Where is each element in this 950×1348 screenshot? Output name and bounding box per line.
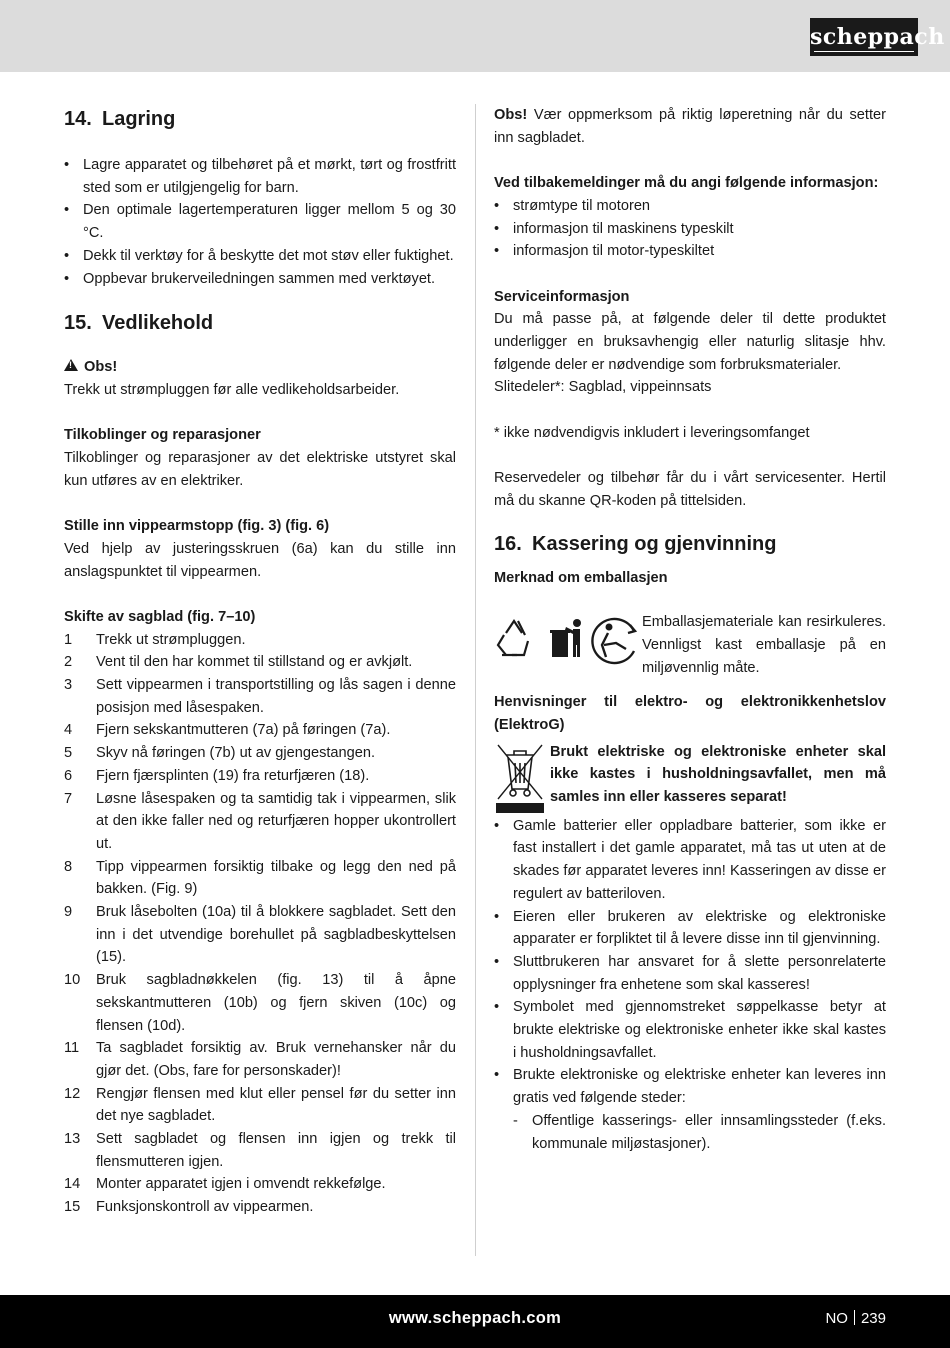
step-item	[64, 1037, 456, 1082]
page-indicator	[825, 1310, 886, 1327]
warning-text: Trekk ut strømpluggen før alle vedlikeholdsarbeider.	[64, 381, 400, 398]
step-number: 15	[64, 1199, 81, 1216]
weee-note	[494, 741, 886, 815]
step-text: Funksjonskontroll av vippearmen.	[96, 1199, 314, 1216]
footnote: * ikke nødvendigvis inkludert i leveringsomfanget	[494, 424, 810, 441]
left-column	[64, 104, 456, 1219]
step-text: Bruk låsebolten (10a) til å blokkere sagbladet. Sett den inn i det utvendige borehullet på sagbladbeskyttelsen (15).	[96, 904, 456, 966]
section-heading-vedlikehold: 15. Vedlikehold	[64, 312, 214, 335]
step-number: 6	[64, 767, 73, 784]
list-item: • informasjon til motor-typeskiltet	[494, 240, 886, 263]
weee-sublist	[494, 1110, 886, 1155]
spare-parts-text: Reservedeler og tilbehør får du i vårt servicesenter. Hertil må du skanne QR-koden på tittelsiden.	[494, 470, 886, 509]
step-text: Løsne låsespaken og ta samtidig tak i vippearmen, slik at den ikke faller ned og returfjæren hopper ukontrollert ut.	[96, 790, 456, 852]
list-item: • Brukte elektroniske og elektriske enheter kan leveres inn gratis ved følgende steder:	[494, 1064, 886, 1109]
list-item: • Sluttbrukeren har ansvaret for å slette personrelaterte opplysninger fra enhetene som skal kasseres!	[494, 951, 886, 996]
step-text: Ta sagbladet forsiktig av. Bruk vernehansker når du gjør det. (Obs, fare for personskader)!	[96, 1040, 456, 1079]
step-number: 11	[64, 1040, 80, 1057]
step-text: Trekk ut strømpluggen.	[96, 631, 246, 648]
page-separator	[854, 1310, 855, 1325]
returns-list	[494, 195, 886, 263]
subheading-connections: Tilkoblinger og reparasjoner	[64, 427, 261, 444]
step-number: 3	[64, 677, 73, 694]
step-item	[64, 856, 456, 901]
list-item: - Offentlige kasserings- eller innsamlingssteder (f.eks. kommunale miljøstasjoner).	[513, 1110, 886, 1155]
step-text: Tipp vippearmen forsiktig tilbake og legg den ned på bakken. (Fig. 9)	[96, 858, 456, 898]
website-link[interactable]: www.scheppach.com	[388, 1309, 562, 1327]
step-item	[64, 788, 456, 856]
step-item	[64, 651, 456, 674]
step-number: 8	[64, 858, 73, 875]
page-number: 239	[860, 1310, 886, 1327]
step-number: 10	[64, 972, 81, 989]
subheading-elektrog: Henvisninger til elektro- og elektronikkenhetslov (ElektroG)	[494, 694, 886, 733]
step-text: Sett vippearmen i transportstilling og lås sagen i denne posisjon med låsespaken.	[96, 677, 456, 716]
step-number: 12	[64, 1085, 81, 1102]
step-text: Sett sagbladet og flensen inn igjen og trekk til flensmutteren igjen.	[96, 1131, 456, 1170]
step-number: 14	[64, 1176, 81, 1193]
section-heading-lagring: 14. Lagring	[64, 108, 176, 130]
page-footer	[0, 1295, 950, 1348]
step-item	[64, 901, 456, 969]
list-item: • Oppbevar brukerveiledningen sammen med verktøyet.	[64, 268, 456, 291]
warning-icon	[64, 359, 78, 371]
list-item: • Dekk til verktøy for å beskytte det mot støv eller fuktighet.	[64, 245, 456, 268]
step-item	[64, 1128, 456, 1173]
service-text: Du må passe på, at følgende deler til dette produktet underligger en bruksavhengig eller naturlig slitasje hhv. følgende deler er nødvendige som forbruksmaterialer.	[494, 311, 886, 373]
step-number: 9	[64, 904, 73, 921]
wear-parts: Slitedeler*: Sagblad, vippeinnsats	[494, 379, 712, 396]
subheading-stop: Stille inn vippearmstopp (fig. 3) (fig. 6)	[64, 518, 330, 535]
tidyman-icon	[550, 619, 581, 657]
list-item: • Gamle batterier eller oppladbare batterier, som ikke er fast installert i det gamle apparatet, må tas ut uten at de skades før apparatet leveres inn! Kasseringen av disse er regulert av batteriloven.	[494, 815, 886, 906]
subheading-packaging: Merknad om emballasjen	[494, 569, 668, 586]
connections-text: Tilkoblinger og reparasjoner av det elektriske utstyret skal kun utføres av en elektriker.	[64, 450, 456, 489]
section-heading-kassering: 16. Kassering og gjenvinning	[494, 532, 777, 555]
recycling-loop-icon	[592, 619, 635, 663]
step-text: Vent til den har kommet til stillstand og er avkjølt.	[96, 654, 413, 671]
list-item: • informasjon til maskinens typeskilt	[494, 218, 886, 241]
step-text: Fjern sekskantmutteren (7a) på føringen (7a).	[96, 722, 391, 739]
right-column	[494, 104, 886, 1155]
column-divider	[475, 104, 476, 1256]
list-item: • Lagre apparatet og tilbehøret på et mørkt, tørt og frostfritt sted som er utilgjengelig for barn.	[64, 154, 456, 199]
obs-note: Obs! Vær oppmerksom på riktig løperetning når du setter inn sagbladet.	[494, 107, 886, 146]
step-text: Rengjør flensen med klut eller pensel før du setter inn det nye sagbladet.	[96, 1085, 456, 1125]
blade-steps-list	[64, 629, 456, 1219]
step-item	[64, 674, 456, 719]
step-item	[64, 1083, 456, 1128]
step-text: Bruk sagbladnøkkelen (fig. 13) til å åpne sekskantmutteren (10b) og fjern skiven (10c) og flensen (10d).	[96, 972, 456, 1034]
step-item	[64, 1173, 456, 1196]
stop-text: Ved hjelp av justeringsskruen (6a) kan du stille inn anslagspunktet til vippearmen.	[64, 540, 456, 580]
step-text: Monter apparatet igjen i omvendt rekkefølge.	[96, 1176, 386, 1193]
list-item: • strømtype til motoren	[494, 195, 886, 218]
weee-list	[494, 815, 886, 1110]
step-number: 4	[64, 722, 73, 739]
step-number: 1	[64, 631, 73, 648]
storage-list	[64, 154, 456, 290]
weee-warning: Brukt elektriske og elektroniske enheter skal ikke kastes i husholdningsavfallet, men må samles inn eller kasseres separat!	[550, 743, 886, 806]
step-item	[64, 765, 456, 788]
subheading-service: Serviceinformasjon	[494, 288, 630, 305]
step-number: 2	[64, 654, 73, 671]
list-item: • Symbolet med gjennomstreket søppelkasse betyr at brukte elektriske og elektroniske enheter ikke skal kastes i husholdningsavfallet.	[494, 996, 886, 1064]
step-number: 7	[64, 790, 73, 807]
brand-logo: scheppach	[810, 18, 918, 56]
recycle-icon	[498, 621, 528, 655]
recycle-icons	[494, 611, 642, 671]
list-item: • Den optimale lagertemperaturen ligger mellom 5 og 30 °C.	[64, 199, 456, 244]
step-item	[64, 742, 456, 765]
packaging-text: Emballasjemateriale kan resirkuleres. Vennligst kast emballasje på en miljøvennlig måte.	[642, 614, 886, 676]
warning-note: !Obs!	[64, 356, 456, 379]
packaging-note	[494, 611, 886, 681]
step-item	[64, 629, 456, 652]
step-text: Skyv nå føringen (7b) ut av gjengestangen.	[96, 745, 376, 762]
step-item	[64, 719, 456, 742]
step-item	[64, 1196, 456, 1219]
crossed-bin-icon	[494, 741, 546, 815]
step-number: 5	[64, 745, 73, 762]
step-number: 13	[64, 1131, 81, 1148]
subheading-blade: Skifte av sagblad (fig. 7–10)	[64, 608, 256, 625]
subheading-returns: Ved tilbakemeldinger må du angi følgende informasjon:	[494, 175, 879, 192]
list-item: • Eieren eller brukeren av elektriske og elektroniske apparater er forpliktet til å levere disse inn til gjenvinning.	[494, 906, 886, 951]
step-item	[64, 969, 456, 1037]
page-header	[0, 0, 950, 72]
step-text: Fjern fjærsplinten (19) fra returfjæren (18).	[96, 767, 370, 784]
language-code: NO	[825, 1310, 848, 1327]
